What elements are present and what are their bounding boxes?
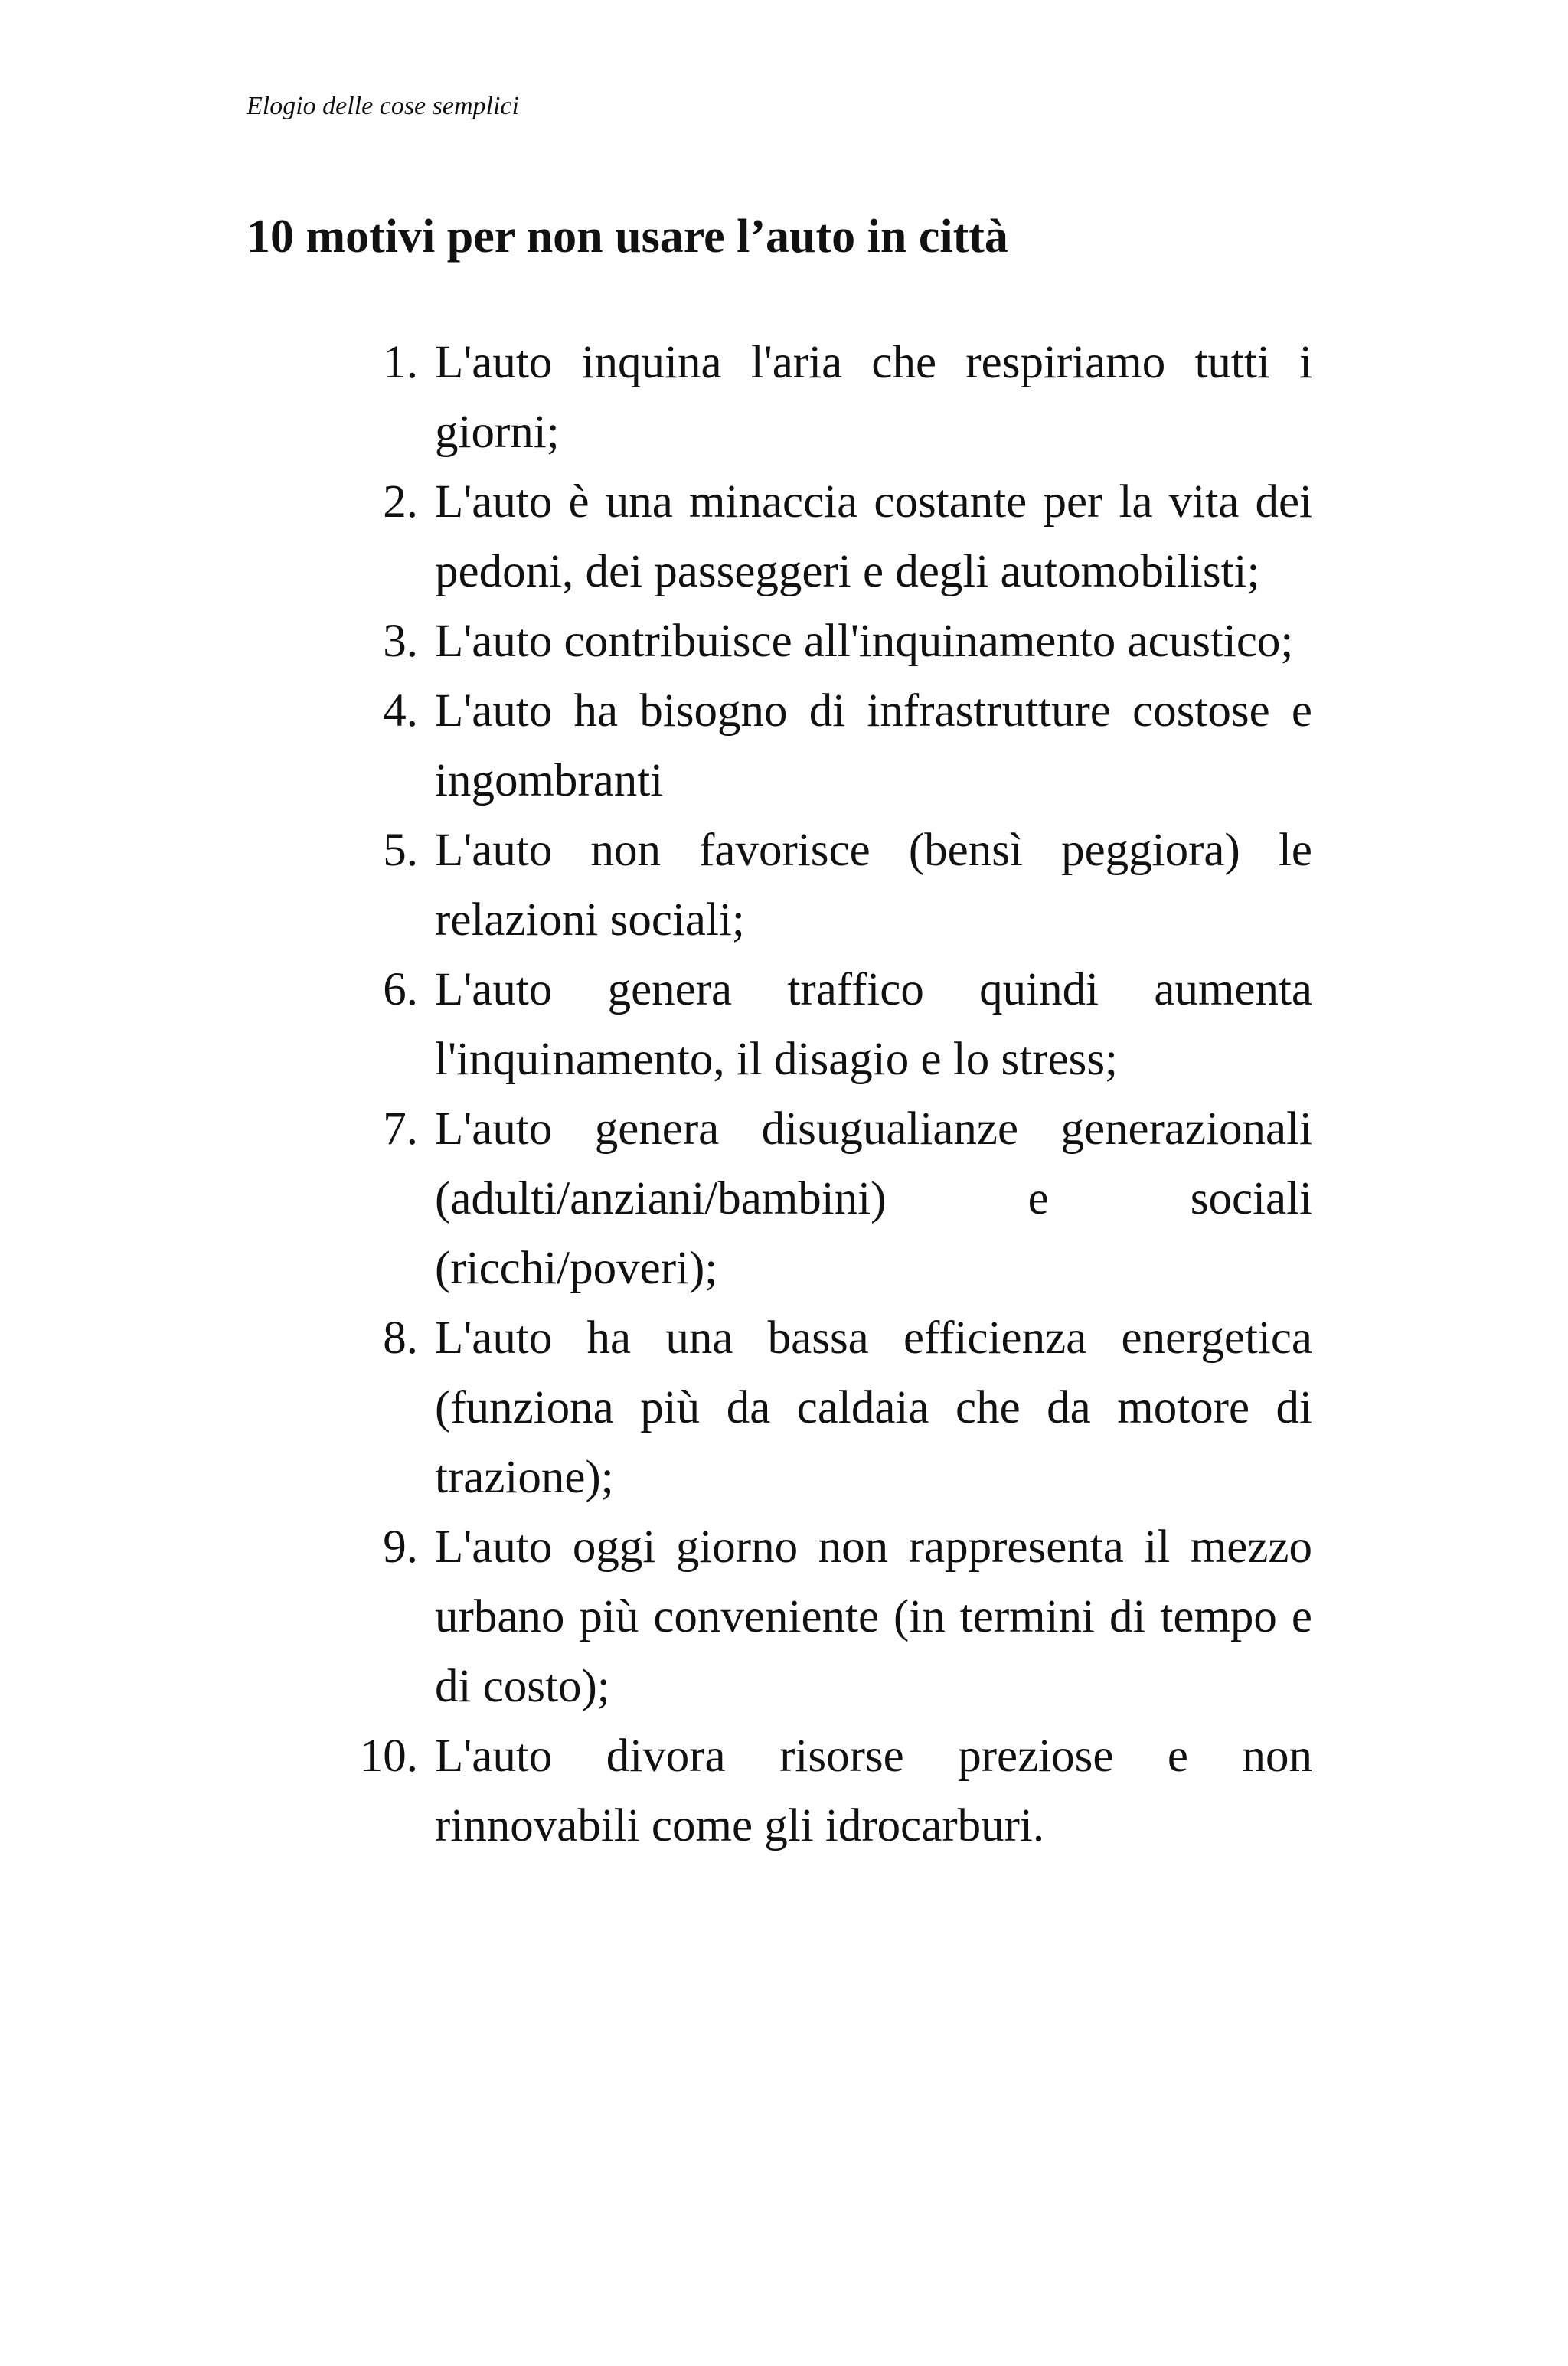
list-item [335, 467, 1312, 606]
reasons-list [335, 328, 1312, 1861]
list-item [335, 1721, 1312, 1861]
list-item-number: 8. [383, 1312, 418, 1364]
list-item [335, 815, 1312, 955]
list-item [335, 1512, 1312, 1721]
list-item-number: 1. [383, 337, 418, 388]
list-item [335, 1094, 1312, 1303]
list-item-number: 2. [383, 476, 418, 528]
running-header: Elogio delle cose semplici [247, 92, 519, 120]
list-item-text: L'auto ha una bassa efficienza energetica (funziona più da caldaia che da motore di trazione); [435, 1312, 1312, 1503]
list-item-text: L'auto inquina l'aria che respiriamo tutti i giorni; [435, 337, 1312, 458]
list-item-text: L'auto contribuisce all'inquinamento acustico; [435, 616, 1294, 667]
list-item-number: 3. [383, 616, 418, 667]
list-item-text: L'auto è una minaccia costante per la vita dei pedoni, dei passeggeri e degli automobilisti; [435, 476, 1312, 597]
list-item-number: 10. [359, 1730, 418, 1782]
list-item-text: L'auto divora risorse preziose e non rinnovabili come gli idrocarburi. [435, 1730, 1312, 1851]
list-item [335, 1303, 1312, 1512]
list-item-text: L'auto ha bisogno di infrastrutture costose e ingombranti [435, 685, 1312, 806]
list-item [335, 676, 1312, 815]
list-item-text: L'auto genera disugualianze generazionali (adulti/anziani/bambini) e sociali (ricchi/poveri); [435, 1103, 1312, 1294]
list-item-number: 4. [383, 685, 418, 737]
list-item [335, 955, 1312, 1094]
page-title: 10 motivi per non usare l’auto in città [247, 211, 1008, 263]
list-item-text: L'auto oggi giorno non rappresenta il mezzo urbano più conveniente (in termini di tempo e di costo); [435, 1521, 1312, 1712]
list-item-text: L'auto non favorisce (bensì peggiora) le relazioni sociali; [435, 825, 1312, 946]
list-item-number: 7. [383, 1103, 418, 1155]
list-item-text: L'auto genera traffico quindi aumenta l'inquinamento, il disagio e lo stress; [435, 964, 1312, 1085]
list-item [335, 606, 1312, 676]
list-item-number: 9. [383, 1521, 418, 1573]
list-item-number: 6. [383, 964, 418, 1015]
list-item [335, 328, 1312, 467]
list-item-number: 5. [383, 825, 418, 876]
